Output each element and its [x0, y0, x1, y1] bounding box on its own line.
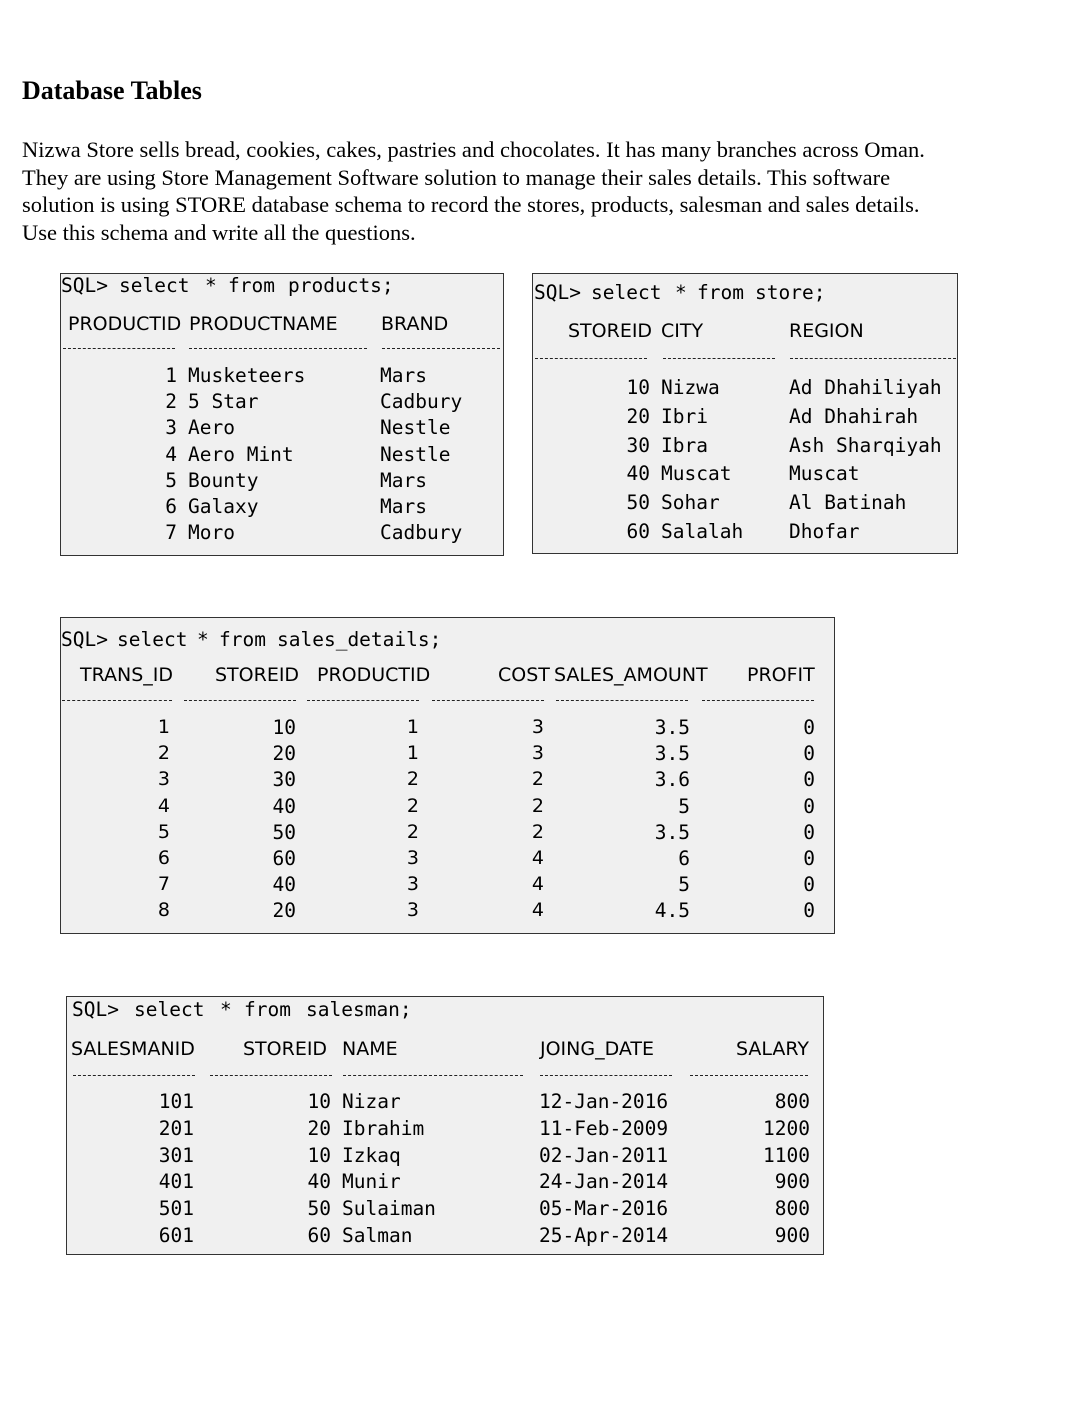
column-header: COST [498, 664, 550, 686]
sales-details-sql-keyword: select [117, 628, 188, 651]
column-header: PRODUCTID [317, 664, 431, 686]
productid-cell: 3 [406, 847, 419, 869]
region-cell: Ad Dhahiliyah [789, 376, 942, 399]
column-separator-dashes [535, 358, 647, 359]
productid-cell: 2 [406, 820, 419, 843]
trans-id-cell: 6 [157, 847, 170, 869]
storeid-cell: 40 [272, 794, 296, 818]
name-cell: Salman [342, 1224, 413, 1247]
productname-cell: Galaxy [188, 495, 259, 518]
productid-cell: 2 [406, 768, 419, 791]
column-separator-dashes [184, 700, 296, 701]
storeid-cell: 20 [626, 404, 650, 428]
store-sql-prompt: SQL> [534, 281, 581, 304]
sales-amount-cell: 3.5 [654, 820, 690, 844]
profit-cell: 0 [803, 742, 815, 766]
column-separator-dashes [210, 1075, 332, 1076]
sales-amount-cell: 6 [678, 847, 690, 870]
storeid-cell: 50 [272, 820, 296, 844]
name-cell: Sulaiman [342, 1197, 436, 1221]
brand-cell: Mars [380, 364, 427, 387]
joing-date-cell: 05-Mar-2016 [539, 1197, 669, 1221]
storeid-cell: 10 [272, 716, 296, 739]
trans-id-cell: 2 [157, 742, 170, 765]
salesman-sql-prompt: SQL> [72, 998, 119, 1021]
products-sql-table: products; [288, 274, 394, 297]
productname-cell: Aero [188, 416, 235, 440]
products-sql-keyword: select [119, 274, 190, 297]
salesman-sql-from: from [244, 998, 291, 1021]
trans-id-cell: 8 [157, 899, 170, 922]
productid-cell: 1 [406, 716, 419, 738]
cost-cell: 3 [531, 716, 544, 738]
salesman-sql-star: * [220, 998, 232, 1021]
salary-cell: 800 [774, 1090, 810, 1113]
cost-cell: 4 [531, 873, 544, 896]
salesmanid-cell: 301 [158, 1143, 194, 1167]
trans-id-cell: 4 [157, 794, 170, 817]
productid-cell: 7 [165, 521, 177, 545]
products-sql-star: * [205, 274, 217, 297]
productname-cell: Moro [188, 521, 235, 545]
salesmanid-cell: 601 [158, 1224, 194, 1247]
products-sql-prompt: SQL> [61, 274, 108, 297]
column-header: PRODUCTID [68, 313, 182, 335]
brand-cell: Mars [380, 495, 427, 518]
storeid-cell: 10 [307, 1143, 331, 1167]
column-separator-dashes [382, 348, 500, 349]
column-header: PROFIT [747, 664, 815, 686]
column-header: CITY [661, 320, 704, 342]
region-cell: Ash Sharqiyah [789, 433, 942, 457]
productid-cell: 6 [165, 495, 177, 518]
column-header: STOREID [215, 664, 300, 686]
productid-cell: 3 [406, 899, 419, 922]
storeid-cell: 10 [626, 376, 650, 399]
intro-paragraph [22, 136, 1002, 246]
joing-date-cell: 11-Feb-2009 [539, 1116, 669, 1140]
city-cell: Salalah [661, 520, 744, 543]
column-header: JOING_DATE [540, 1038, 655, 1060]
region-cell: Ad Dhahirah [789, 404, 919, 428]
trans-id-cell: 3 [157, 768, 170, 791]
column-separator-dashes [663, 358, 775, 359]
column-header: BRAND [381, 313, 449, 335]
column-separator-dashes [343, 1075, 523, 1076]
salesmanid-cell: 401 [158, 1170, 194, 1194]
column-header: PRODUCTNAME [189, 313, 338, 335]
column-separator-dashes [540, 1075, 672, 1076]
column-header: REGION [789, 320, 864, 342]
store-sql-keyword: select [591, 281, 662, 304]
storeid-cell: 40 [307, 1170, 331, 1194]
storeid-cell: 60 [272, 847, 296, 870]
storeid-cell: 30 [272, 768, 296, 792]
intro-line: They are using Store Management Software solution to manage their sales details. This software [22, 164, 891, 190]
productid-cell: 3 [165, 416, 177, 440]
brand-cell: Nestle [380, 442, 451, 466]
joing-date-cell: 25-Apr-2014 [539, 1224, 669, 1247]
sales-amount-cell: 3.6 [654, 768, 690, 792]
storeid-cell: 60 [307, 1224, 331, 1247]
productid-cell: 2 [165, 390, 177, 414]
productname-cell: Bounty [188, 468, 259, 492]
profit-cell: 0 [803, 847, 815, 870]
region-cell: Muscat [789, 462, 860, 486]
joing-date-cell: 24-Jan-2014 [539, 1170, 669, 1194]
column-separator-dashes [702, 700, 814, 701]
productid-cell: 1 [406, 742, 419, 765]
intro-line: solution is using STORE database schema to record the stores, products, salesman and sales details. [22, 192, 920, 217]
column-header: SALES_AMOUNT [554, 664, 708, 686]
productid-cell: 3 [406, 873, 419, 896]
column-header: SALARY [736, 1038, 810, 1060]
productid-cell: 5 [165, 468, 177, 492]
salary-cell: 1100 [763, 1143, 810, 1167]
column-separator-dashes [63, 348, 175, 349]
salesmanid-cell: 101 [158, 1090, 194, 1113]
storeid-cell: 40 [272, 873, 296, 897]
sales-details-sql-table: sales_details; [277, 628, 442, 651]
sales-details-sql-from: from [219, 628, 266, 651]
store-sql-star: * [675, 281, 687, 304]
column-header: TRANS_ID [80, 664, 174, 686]
sales-amount-cell: 4.5 [654, 899, 690, 923]
city-cell: Sohar [661, 491, 720, 515]
storeid-cell: 20 [307, 1116, 331, 1140]
cost-cell: 2 [531, 768, 544, 791]
productname-cell: 5 Star [188, 390, 259, 414]
salesman-sql-table: salesman; [306, 998, 412, 1021]
salary-cell: 900 [774, 1170, 810, 1194]
sales-amount-cell: 5 [678, 873, 690, 897]
column-header: STOREID [243, 1038, 328, 1060]
column-separator-dashes [189, 348, 367, 349]
profit-cell: 0 [803, 768, 815, 792]
productid-cell: 1 [165, 364, 177, 387]
storeid-cell: 10 [307, 1090, 331, 1113]
joing-date-cell: 12-Jan-2016 [539, 1090, 669, 1113]
page-title: Database Tables [22, 76, 202, 105]
column-separator-dashes [432, 700, 544, 701]
store-sql-from: from [697, 281, 744, 304]
storeid-cell: 20 [272, 899, 296, 923]
city-cell: Ibra [661, 433, 708, 457]
sales-amount-cell: 5 [678, 794, 690, 818]
cost-cell: 2 [531, 794, 544, 817]
cost-cell: 4 [531, 899, 544, 922]
column-separator-dashes [73, 1075, 195, 1076]
region-cell: Dhofar [789, 520, 860, 543]
salary-cell: 1200 [763, 1116, 810, 1140]
cost-cell: 4 [531, 847, 544, 869]
profit-cell: 0 [803, 794, 815, 818]
store-sql-table: store; [755, 281, 826, 304]
sales-amount-cell: 3.5 [654, 716, 690, 739]
salary-cell: 900 [774, 1224, 810, 1247]
city-cell: Nizwa [661, 376, 720, 399]
city-cell: Ibri [661, 404, 708, 428]
city-cell: Muscat [661, 462, 732, 486]
storeid-cell: 20 [272, 742, 296, 766]
intro-line: Use this schema and write all the questions. [22, 219, 416, 245]
column-separator-dashes [307, 700, 419, 701]
storeid-cell: 40 [626, 462, 650, 486]
brand-cell: Nestle [380, 416, 451, 440]
productid-cell: 4 [165, 442, 177, 466]
salary-cell: 800 [774, 1197, 810, 1221]
storeid-cell: 50 [307, 1197, 331, 1221]
column-separator-dashes [62, 700, 172, 701]
profit-cell: 0 [803, 899, 815, 923]
column-separator-dashes [556, 700, 688, 701]
column-separator-dashes [790, 358, 956, 359]
trans-id-cell: 7 [157, 873, 170, 896]
trans-id-cell: 5 [157, 820, 170, 843]
column-header: STOREID [568, 320, 653, 342]
intro-line: Nizwa Store sells bread, cookies, cakes, pastries and chocolates. It has many branches across Oman. [22, 137, 925, 162]
sales-details-sql-star: * [197, 628, 209, 651]
profit-cell: 0 [803, 820, 815, 844]
brand-cell: Cadbury [380, 521, 463, 545]
storeid-cell: 60 [626, 520, 650, 543]
joing-date-cell: 02-Jan-2011 [539, 1143, 669, 1167]
productname-cell: Aero Mint [188, 442, 294, 466]
name-cell: Ibrahim [342, 1116, 425, 1140]
cost-cell: 3 [531, 742, 544, 765]
column-header: SALESMANID [71, 1038, 195, 1060]
productname-cell: Musketeers [188, 364, 306, 387]
column-separator-dashes [690, 1075, 808, 1076]
cost-cell: 2 [531, 820, 544, 843]
trans-id-cell: 1 [157, 716, 170, 738]
profit-cell: 0 [803, 873, 815, 897]
storeid-cell: 50 [626, 491, 650, 515]
salesmanid-cell: 201 [158, 1116, 194, 1140]
sales-amount-cell: 3.5 [654, 742, 690, 766]
brand-cell: Cadbury [380, 390, 463, 414]
name-cell: Nizar [342, 1090, 401, 1113]
column-header: NAME [342, 1038, 398, 1060]
name-cell: Izkaq [342, 1143, 401, 1167]
salesmanid-cell: 501 [158, 1197, 194, 1221]
name-cell: Munir [342, 1170, 401, 1194]
products-sql-from: from [228, 274, 275, 297]
salesman-sql-keyword: select [134, 998, 205, 1021]
sales-details-sql-prompt: SQL> [61, 628, 108, 651]
productid-cell: 2 [406, 794, 419, 817]
brand-cell: Mars [380, 468, 427, 492]
region-cell: Al Batinah [789, 491, 907, 515]
profit-cell: 0 [803, 716, 815, 739]
storeid-cell: 30 [626, 433, 650, 457]
